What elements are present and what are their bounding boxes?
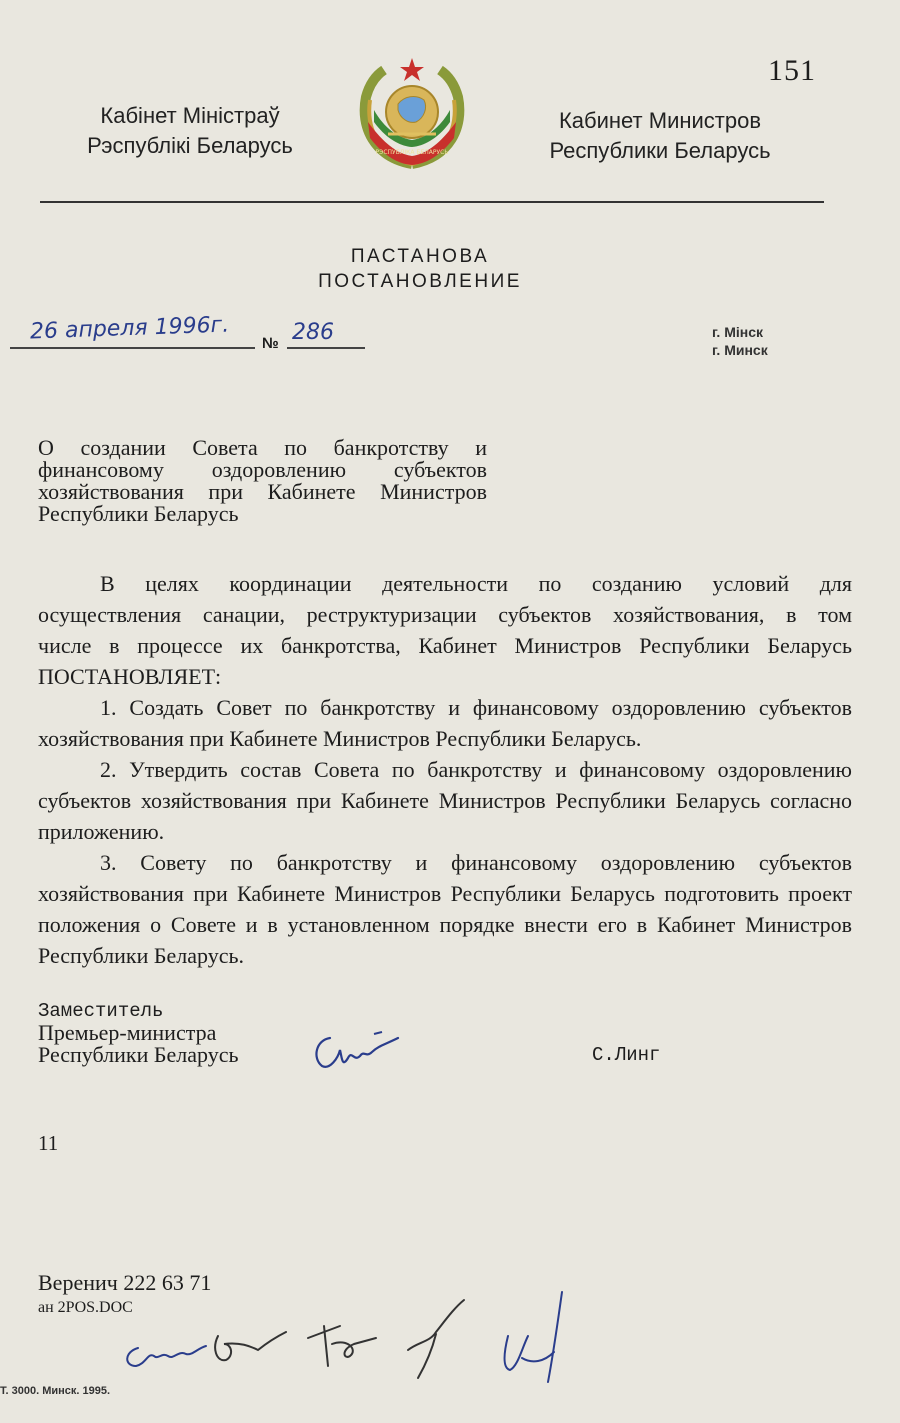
item-3: 3. Совету по банкротству и финансовому оздоровлению субъектов хозяйствования при Кабинете Министров Республики Беларусь подготовить проект положения о Совете и в установленном порядке внести его в Кабинет Министров Республики Беларусь. [38,850,852,968]
number-handwritten: 286 [292,320,334,345]
org-name-russian [510,106,810,166]
date-line [10,347,255,349]
handwritten-signature [308,1028,404,1081]
item-1: 1. Создать Совет по банкротству и финансовому оздоровлению субъектов хозяйствования при Кабинете Министров Республики Беларусь. [38,695,852,751]
date-handwritten: 26 апреля 1996г. [29,312,230,345]
doc-type-russian: ПОСТАНОВЛЕНИЕ [318,271,522,292]
subject-line2: финансовому оздоровлению субъектов [38,457,487,482]
subject-line3: хозяйствования при Кабинете Министров [38,479,487,504]
subject-line1: О создании Совета по банкротству и [38,435,487,460]
city-russian: г. Минск [712,342,768,358]
approval-signatures [118,1286,588,1401]
org-name-belarusian [40,101,340,161]
doc-type-belarusian: ПАСТАНОВА [350,246,490,267]
org-ru-line2: Республики Беларусь [549,138,771,163]
state-emblem [354,52,470,172]
item-2: 2. Утвердить состав Совета по банкротству и финансовому оздоровлению субъектов хозяйствования при Кабинете Министров Республики Беларусь согласно приложению. [38,757,852,844]
emblem-ribbon-text: РЭСПУБЛІКА БЕЛАРУСЬ [375,149,449,156]
org-be-line1: Кабінет Міністраў [100,103,280,128]
title-line3: Республики Беларусь [38,1042,239,1067]
preamble-line1: В целях координации деятельности по созданию условий для [100,571,852,596]
header-divider [40,201,824,203]
file-name: ан 2POS.DOC [38,1299,133,1316]
title-line2: Премьер-министра [38,1020,217,1045]
preamble-line2: осуществления санации, реструктуризации субъектов хозяйствования, в том [38,602,852,627]
subject-line4: Республики Беларусь [38,501,239,526]
number-label: № [262,335,279,352]
document-subject [38,437,487,525]
title-line1: Заместитель [38,1000,164,1022]
number-line [287,347,365,349]
copy-count: 11 [38,1131,59,1155]
signer-name: С.Линг [592,1044,661,1066]
signatory-title [38,1000,239,1066]
decree-word: ПОСТАНОВЛЯЕТ: [38,664,222,689]
page-number: 151 [768,54,816,87]
executor-contact: Веренич 222 63 71 [38,1270,212,1295]
city-belarusian: г. Мінск [712,324,764,340]
document-body [38,568,852,971]
org-be-line2: Рэспублікі Беларусь [87,133,293,158]
org-ru-line1: Кабинет Министров [558,108,762,133]
preamble-line3: числе в процессе их банкротства, Кабинет Министров Республики Беларусь [38,633,852,658]
print-imprint: T. 3000. Минск. 1995. [0,1385,111,1397]
